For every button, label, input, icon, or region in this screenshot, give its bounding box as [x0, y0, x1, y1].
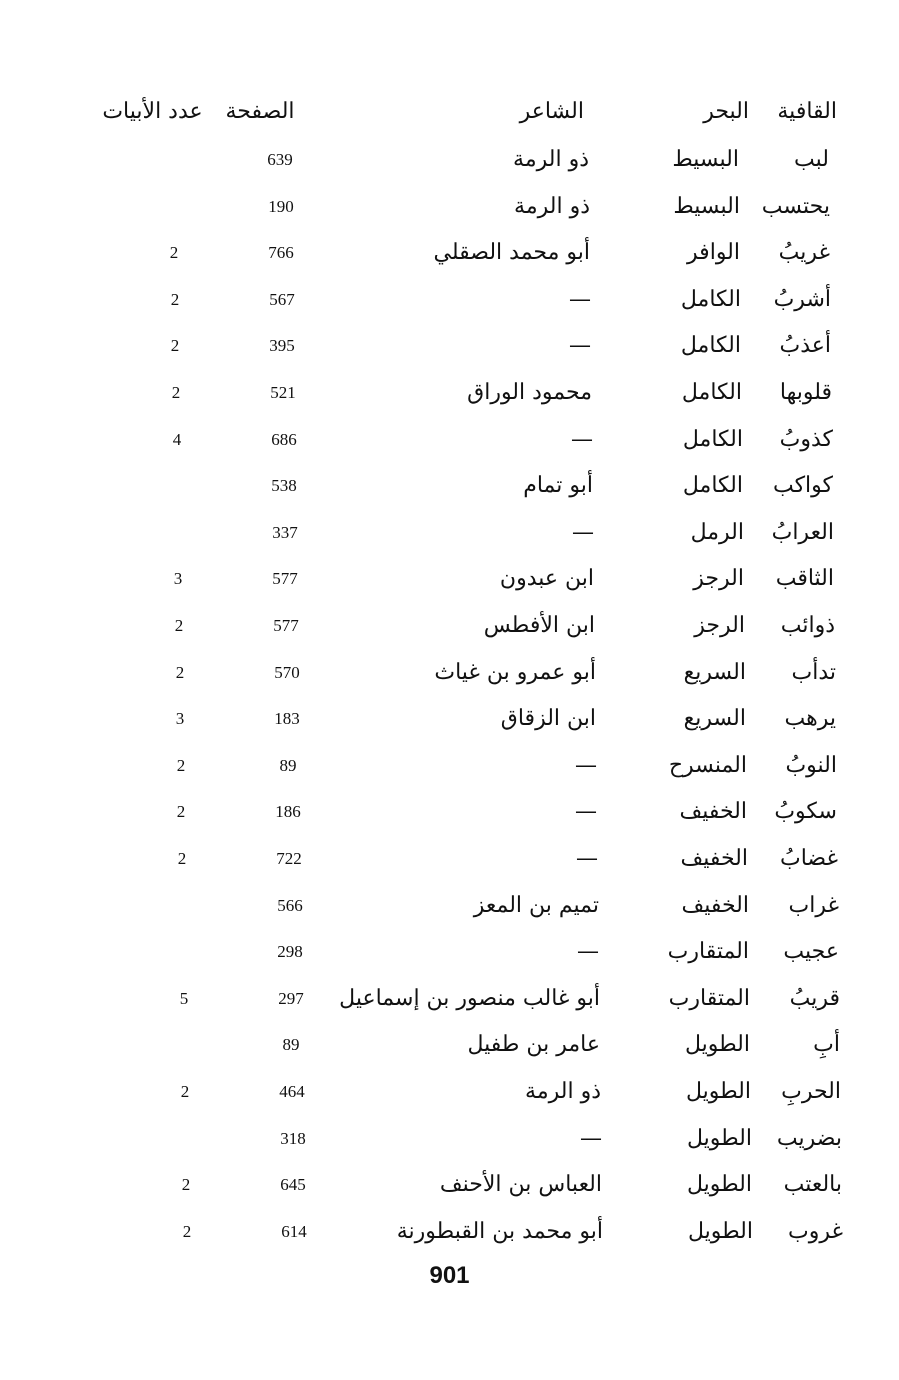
poet-cell: —: [569, 286, 591, 312]
poet-cell: —: [569, 333, 591, 359]
page-cell: 318: [280, 1128, 306, 1148]
page-cell: 538: [271, 476, 297, 496]
qafia-cell: سكوبُ: [774, 799, 837, 825]
table-row: [0, 886, 899, 926]
bahr-cell: الكامل: [680, 286, 741, 312]
count-cell: 2: [181, 1175, 191, 1195]
poet-cell: —: [575, 799, 597, 825]
table-row: [0, 140, 899, 180]
table-row: [0, 979, 899, 1019]
page-cell: 190: [268, 196, 294, 216]
page-cell: 567: [269, 289, 295, 309]
page-cell: 183: [274, 709, 300, 729]
bahr-cell: الكامل: [682, 426, 743, 452]
poet-cell: محمود الوراق: [467, 380, 592, 405]
table-row: [0, 792, 899, 832]
poet-cell: أبو غالب منصور بن إسماعيل: [339, 985, 600, 1011]
table-row: [0, 513, 899, 553]
page-cell: 766: [268, 243, 294, 263]
poet-cell: تميم بن المعز: [473, 892, 599, 918]
page-cell: 89: [282, 1035, 300, 1055]
header-page: الصفحة: [225, 99, 295, 124]
qafia-cell: كواكب: [772, 473, 833, 499]
bahr-cell: البسيط: [672, 147, 739, 172]
count-cell: 4: [172, 429, 182, 449]
qafia-cell: قلوبها: [779, 380, 832, 405]
page-cell: 639: [267, 150, 293, 169]
bahr-cell: السريع: [683, 659, 746, 685]
bahr-cell: الطويل: [685, 1079, 751, 1104]
header-bahr: البحر: [703, 99, 749, 124]
table-row: [0, 606, 899, 646]
table-row: [0, 746, 899, 786]
header-count: عدد الأبيات: [102, 99, 203, 124]
table-row: [0, 932, 899, 972]
qafia-cell: غروب: [788, 1218, 843, 1244]
table-row: [0, 1119, 899, 1159]
page-cell: 395: [269, 336, 295, 356]
count-cell: [158, 886, 208, 926]
qafia-cell: العرابُ: [771, 519, 834, 545]
bahr-cell: المتقارب: [668, 985, 750, 1011]
count-cell: [158, 932, 208, 972]
count-cell: 3: [173, 569, 183, 589]
table-row: [0, 559, 899, 599]
count-cell: 5: [179, 988, 189, 1008]
count-cell: 2: [177, 849, 187, 868]
page-cell: 566: [277, 895, 303, 915]
poet-cell: —: [577, 939, 599, 965]
bahr-cell: الرجز: [694, 613, 745, 638]
poet-cell: ابن الزقاق: [500, 706, 596, 732]
qafia-cell: تدأب: [791, 659, 836, 685]
poet-cell: أبو محمد بن القبطورنة: [396, 1218, 603, 1244]
page-cell: 614: [281, 1221, 307, 1241]
bahr-cell: المتقارب: [667, 939, 749, 965]
qafia-cell: غريبُ: [778, 240, 830, 266]
count-cell: 2: [175, 662, 185, 682]
table-row: [0, 1165, 899, 1205]
bahr-cell: الخفيف: [679, 799, 747, 825]
table-row: [0, 653, 899, 693]
bahr-cell: المنسرح: [668, 752, 747, 778]
poet-cell: —: [572, 519, 594, 545]
bahr-cell: الطويل: [686, 1125, 752, 1151]
bahr-cell: الطويل: [687, 1218, 753, 1244]
page-cell: 577: [273, 616, 299, 635]
count-cell: [161, 1119, 211, 1159]
count-cell: [153, 513, 203, 553]
qafia-cell: النوبُ: [785, 752, 837, 778]
count-cell: 2: [176, 802, 186, 822]
qafia-cell: غضابُ: [780, 846, 838, 871]
bahr-cell: الوافر: [687, 240, 740, 266]
poet-cell: عامر بن طفيل: [467, 1032, 600, 1058]
poet-cell: ذو الرمة: [525, 1079, 601, 1104]
bahr-cell: الطويل: [686, 1172, 752, 1198]
poet-cell: أبو عمرو بن غياث: [434, 659, 596, 685]
qafia-cell: بالعتب: [783, 1172, 842, 1198]
page-cell: 521: [270, 383, 296, 402]
count-cell: 2: [171, 383, 181, 402]
header-poet: الشاعر: [519, 99, 584, 124]
count-cell: 2: [170, 336, 180, 356]
bahr-cell: الكامل: [680, 333, 741, 359]
poet-cell: ابن الأفطس: [483, 613, 595, 638]
table-row: [0, 187, 899, 227]
page-cell: 577: [272, 569, 298, 589]
table-row: [0, 1025, 899, 1065]
table-row: [0, 233, 899, 273]
poet-cell: أبو محمد الصقلي: [433, 240, 590, 266]
bahr-cell: الخفيف: [680, 846, 748, 871]
poet-cell: —: [575, 752, 597, 778]
qafia-cell: الحربِ: [781, 1079, 841, 1104]
poet-cell: ابن عبدون: [499, 566, 594, 592]
page-cell: 186: [275, 802, 301, 822]
table-row: [0, 839, 899, 879]
count-cell: 3: [175, 709, 185, 729]
count-cell: [159, 1025, 209, 1065]
qafia-cell: بضريب: [776, 1125, 842, 1151]
qafia-cell: ذوائب: [780, 613, 835, 638]
page-cell: 297: [278, 988, 304, 1008]
poet-cell: ذو الرمة: [513, 147, 589, 172]
bahr-cell: البسيط: [673, 193, 740, 219]
table-row: [0, 1212, 899, 1252]
count-cell: 2: [182, 1221, 192, 1241]
page-cell: 570: [274, 662, 300, 682]
poet-cell: —: [571, 426, 593, 452]
table-row: [0, 466, 899, 506]
table-header: [0, 92, 899, 132]
poet-cell: —: [580, 1125, 602, 1151]
page-cell: 464: [279, 1082, 305, 1101]
bahr-cell: الرمل: [690, 519, 744, 545]
header-qafia: القافية: [777, 99, 837, 124]
page-cell: 645: [280, 1175, 306, 1195]
count-cell: 2: [180, 1082, 190, 1101]
count-cell: [152, 466, 202, 506]
bahr-cell: السريع: [683, 706, 746, 732]
page-cell: 337: [272, 522, 298, 542]
qafia-cell: أعذبُ: [779, 333, 831, 359]
qafia-cell: أشربُ: [773, 286, 831, 312]
bahr-cell: الرجز: [693, 566, 744, 592]
poet-cell: أبو تمام: [523, 473, 593, 499]
qafia-cell: يحتسب: [761, 193, 830, 219]
page-number: 901: [429, 1262, 470, 1289]
page-cell: 722: [276, 849, 302, 868]
bahr-cell: الكامل: [682, 473, 743, 499]
table-row: [0, 420, 899, 460]
qafia-cell: عجيب: [783, 939, 839, 965]
poet-cell: —: [576, 846, 598, 871]
count-cell: 2: [169, 243, 179, 263]
table-row: [0, 326, 899, 366]
bahr-cell: الكامل: [681, 380, 742, 405]
count-cell: [148, 140, 198, 180]
count-cell: [149, 187, 199, 227]
bahr-cell: الطويل: [684, 1032, 750, 1058]
page-cell: 298: [277, 942, 303, 962]
qafia-cell: الثاقب: [775, 566, 834, 592]
table-row: [0, 280, 899, 320]
count-cell: 2: [176, 755, 186, 775]
count-cell: 2: [174, 616, 184, 635]
qafia-cell: لبب: [794, 147, 829, 172]
qafia-cell: كذوبُ: [779, 426, 833, 452]
page-cell: 89: [279, 755, 297, 775]
table-row: [0, 1072, 899, 1112]
qafia-cell: غراب: [788, 892, 839, 918]
qafia-cell: أبِ: [813, 1032, 840, 1058]
poet-cell: ذو الرمة: [514, 193, 590, 219]
table-row: [0, 373, 899, 413]
table-row: [0, 699, 899, 739]
bahr-cell: الخفيف: [681, 892, 749, 918]
qafia-cell: قريبُ: [789, 985, 840, 1011]
qafia-cell: يرهب: [784, 706, 836, 732]
poet-cell: العباس بن الأحنف: [439, 1172, 602, 1198]
count-cell: 2: [170, 289, 180, 309]
page-cell: 686: [271, 429, 297, 449]
